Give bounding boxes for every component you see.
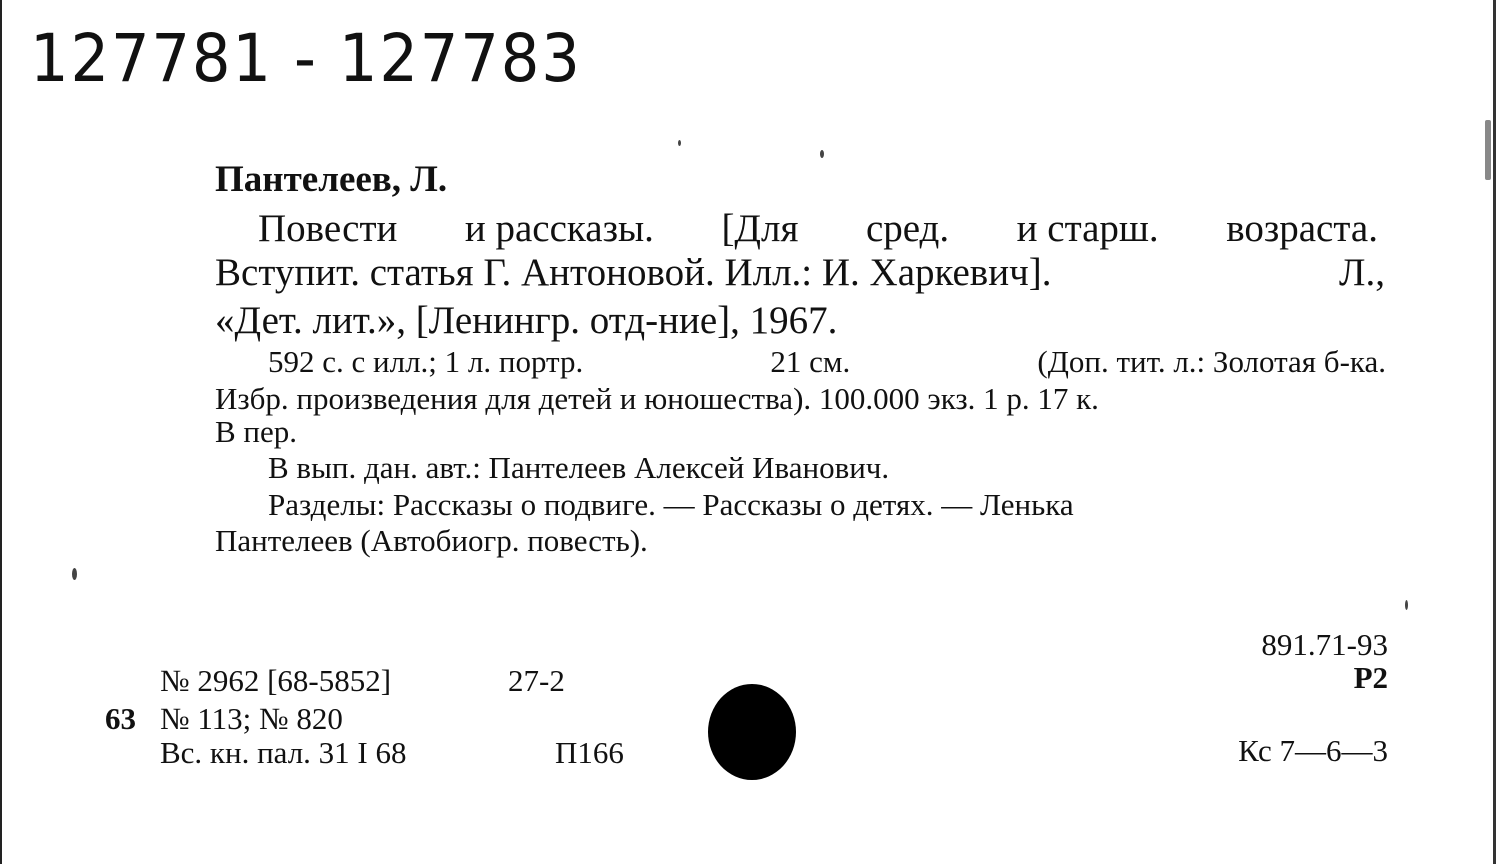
author-code: П166: [555, 735, 624, 770]
record-code: 27-2: [508, 663, 565, 698]
title-text: Л.,: [1339, 251, 1385, 294]
reference-numbers: № 113; № 820: [160, 701, 343, 736]
bbk-index: Р2: [1353, 660, 1388, 695]
edge-mark: [1485, 120, 1491, 180]
card-punch-hole: [708, 684, 796, 780]
title-word: [Для: [721, 207, 799, 250]
title-word: сред.: [865, 207, 950, 250]
title-text: «Дет. лит.», [Ленингр. отд-ние], 1967.: [215, 299, 838, 342]
desc-text: (Доп. тит. л.: Золотая б-ка.: [1037, 344, 1386, 379]
dust-speck: [678, 140, 681, 146]
author-heading: Пантелеев, Л.: [215, 159, 448, 200]
desc-text: 21 см.: [770, 344, 851, 379]
desc-line-6: Пантелеев (Автобиогр. повесть).: [215, 523, 648, 558]
desc-line-2: [215, 381, 1385, 417]
udc-number: 891.71-93: [1261, 627, 1388, 662]
card-number: 63: [105, 701, 136, 736]
desc-line-5: Разделы: Рассказы о подвиге. — Рассказы о детях. — Ленька: [268, 487, 1074, 522]
dust-speck: [820, 150, 824, 158]
desc-line-4: В вып. дан. авт.: Пантелеев Алексей Иванович.: [268, 450, 890, 485]
title-word: и рассказы.: [464, 207, 654, 250]
ks-code: Кс 7—6—3: [1238, 733, 1388, 768]
desc-line-1: [268, 344, 1386, 380]
desc-line-3: В пер.: [215, 414, 298, 449]
title-word: возраста.: [1226, 207, 1378, 250]
title-line-3: [215, 298, 837, 343]
title-word: Повести: [258, 207, 398, 250]
book-chamber-stamp: Вс. кн. пал. 31 I 68: [160, 735, 407, 770]
title-line-2: [215, 250, 1385, 295]
title-line-1: [258, 206, 1378, 251]
card-left-edge: [0, 0, 2, 864]
record-number: № 2962 [68-5852]: [160, 663, 392, 698]
desc-text: Избр. произведения для детей и юношества). 100.000 экз. 1 р. 17 к.: [215, 381, 1099, 416]
dust-speck: [1405, 600, 1408, 610]
title-text: Вступит. статья Г. Антоновой. Илл.: И. Харкевич].: [215, 251, 1052, 294]
desc-text: 592 с. с илл.; 1 л. портр.: [268, 344, 584, 379]
dust-speck: [72, 568, 77, 580]
handwritten-call-number: 127781 - 127783: [30, 20, 582, 97]
title-word: и старш.: [1016, 207, 1159, 250]
